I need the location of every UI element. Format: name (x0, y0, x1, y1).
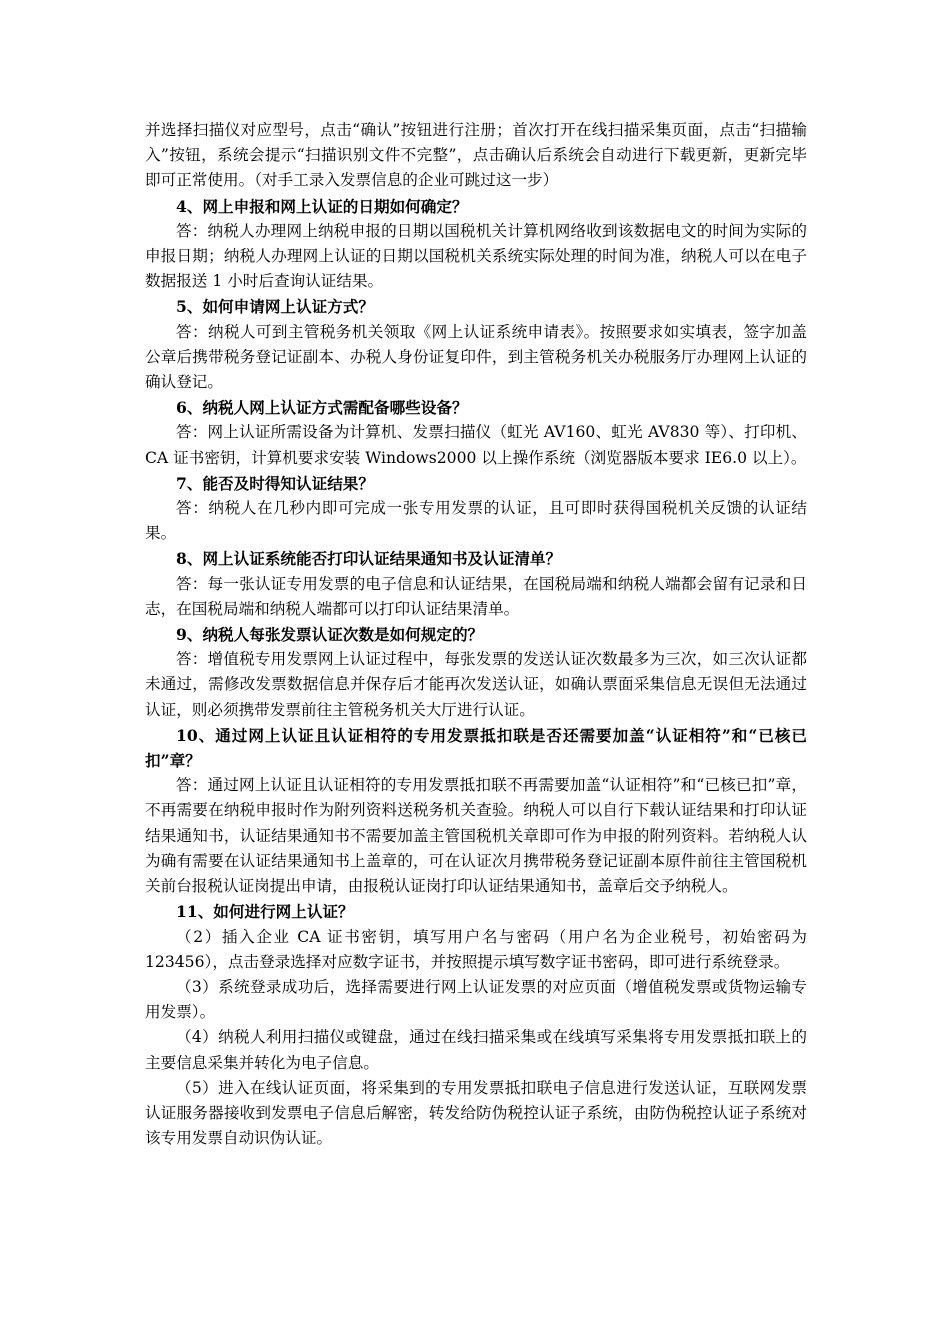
question-heading-11: 11、如何进行网上认证？ (176, 902, 354, 922)
question-heading-7: 7、能否及时得知认证结果？ (176, 473, 374, 493)
question-heading-8: 8、网上认证系统能否打印认证结果通知书及认证清单？ (176, 549, 562, 569)
answer-paragraph: 答：增值税专用发票网上认证过程中，每张发票的发送认证次数最多为三次，如三次认证都未通过，需修改发票数据信息并保存后才能再次发送认证，如确认票面采集信息无误但无法通过认证，则必须携带发票前往主管税务机关大厅进行认证。 (145, 650, 807, 719)
question-heading-6: 6、纳税人网上认证方式需配备哪些设备？ (176, 398, 468, 418)
paragraph-continued: 并选择扫描仪对应型号，点击“确认”按钮进行注册；首次打开在线扫描采集页面，点击“扫描输入”按钮，系统会提示“扫描识别文件不完整”，点击确认后系统会自动进行下载更新，更新完毕即可正常使用。（对手工录入发票信息的企业可跳过这一步） (145, 121, 807, 190)
question-heading-5: 5、如何申请网上认证方式？ (176, 297, 374, 317)
question-heading-4: 4、网上申报和网上认证的日期如何确定？ (176, 196, 468, 216)
answer-paragraph: 答：纳税人可到主管税务机关领取《网上认证系统申请表》。按照要求如实填表，签字加盖公章后携带税务登记证副本、办税人身份证复印件，到主管税务机关办税服务厅办理网上认证的确认登记。 (145, 322, 807, 392)
question-heading-9: 9、纳税人每张发票认证次数是如何规定的？ (176, 625, 484, 645)
step-paragraph-5: （5）进入在线认证页面，将采集到的专用发票抵扣联电子信息进行发送认证，互联网发票认证服务器接收到发票电子信息后解密，转发给防伪税控认证子系统，由防伪税控认证子系统对该专用发票自动识伪认证。 (145, 1078, 807, 1148)
step-paragraph-4: （4）纳税人利用扫描仪或键盘，通过在线扫描采集或在线填写采集将专用发票抵扣联上的主要信息采集并转化为电子信息。 (145, 1028, 807, 1072)
answer-paragraph: 答：纳税人办理网上纳税申报的日期以国税机关计算机网络收到该数据电文的时间为实际的申报日期；纳税人办理网上认证的日期以国税机关系统实际处理的时间为准，纳税人可以在电子数据报送 1 小时后查询认证结果。 (145, 221, 807, 291)
answer-paragraph: 答：通过网上认证且认证相符的专用发票抵扣联不再需要加盖“认证相符”和“已核已扣”章，不再需要在纳税申报时作为附列资料送税务机关查验。纳税人可以自行下载认证结果和打印认证结果通知书，认证结果通知书不需要加盖主管国税机关章即可作为申报的附列资料。若纳税人认为确有需要在认证结果通知书上盖章的，可在认证次月携带税务登记证副本原件前往主管国税机关前台报税认证岗提出申请，由报税认证岗打印认证结果通知书，盖章后交予纳税人。 (145, 776, 807, 896)
document-body (145, 118, 807, 1151)
question-heading-10: 10、通过网上认证且认证相符的专用发票抵扣联是否还需要加盖“认证相符”和“已核已扣”章？ (145, 725, 807, 771)
step-paragraph-2: （2）插入企业 CA 证书密钥，填写用户名与密码（用户名为企业税号，初始密码为 123456），点击登录选择对应数字证书，并按照提示填写数字证书密码，即可进行系统登录。 (145, 927, 807, 971)
answer-paragraph: 答：网上认证所需设备为计算机、发票扫描仪（虹光 AV160、虹光 AV830 等）、打印机、CA 证书密钥，计算机要求安装 Windows2000 以上操作系统（浏览器版本要求 IE6.0 以上）。 (145, 423, 807, 467)
answer-paragraph: 答：纳税人在几秒内即可完成一张专用发票的认证，且可即时获得国税机关反馈的认证结果。 (145, 499, 807, 543)
step-paragraph-3: （3）系统登录成功后，选择需要进行网上认证发票的对应页面（增值税发票或货物运输专用发票）。 (145, 977, 807, 1022)
answer-paragraph: 答：每一张认证专用发票的电子信息和认证结果，在国税局端和纳税人端都会留有记录和日志，在国税局端和纳税人端都可以打印认证结果清单。 (145, 574, 807, 618)
